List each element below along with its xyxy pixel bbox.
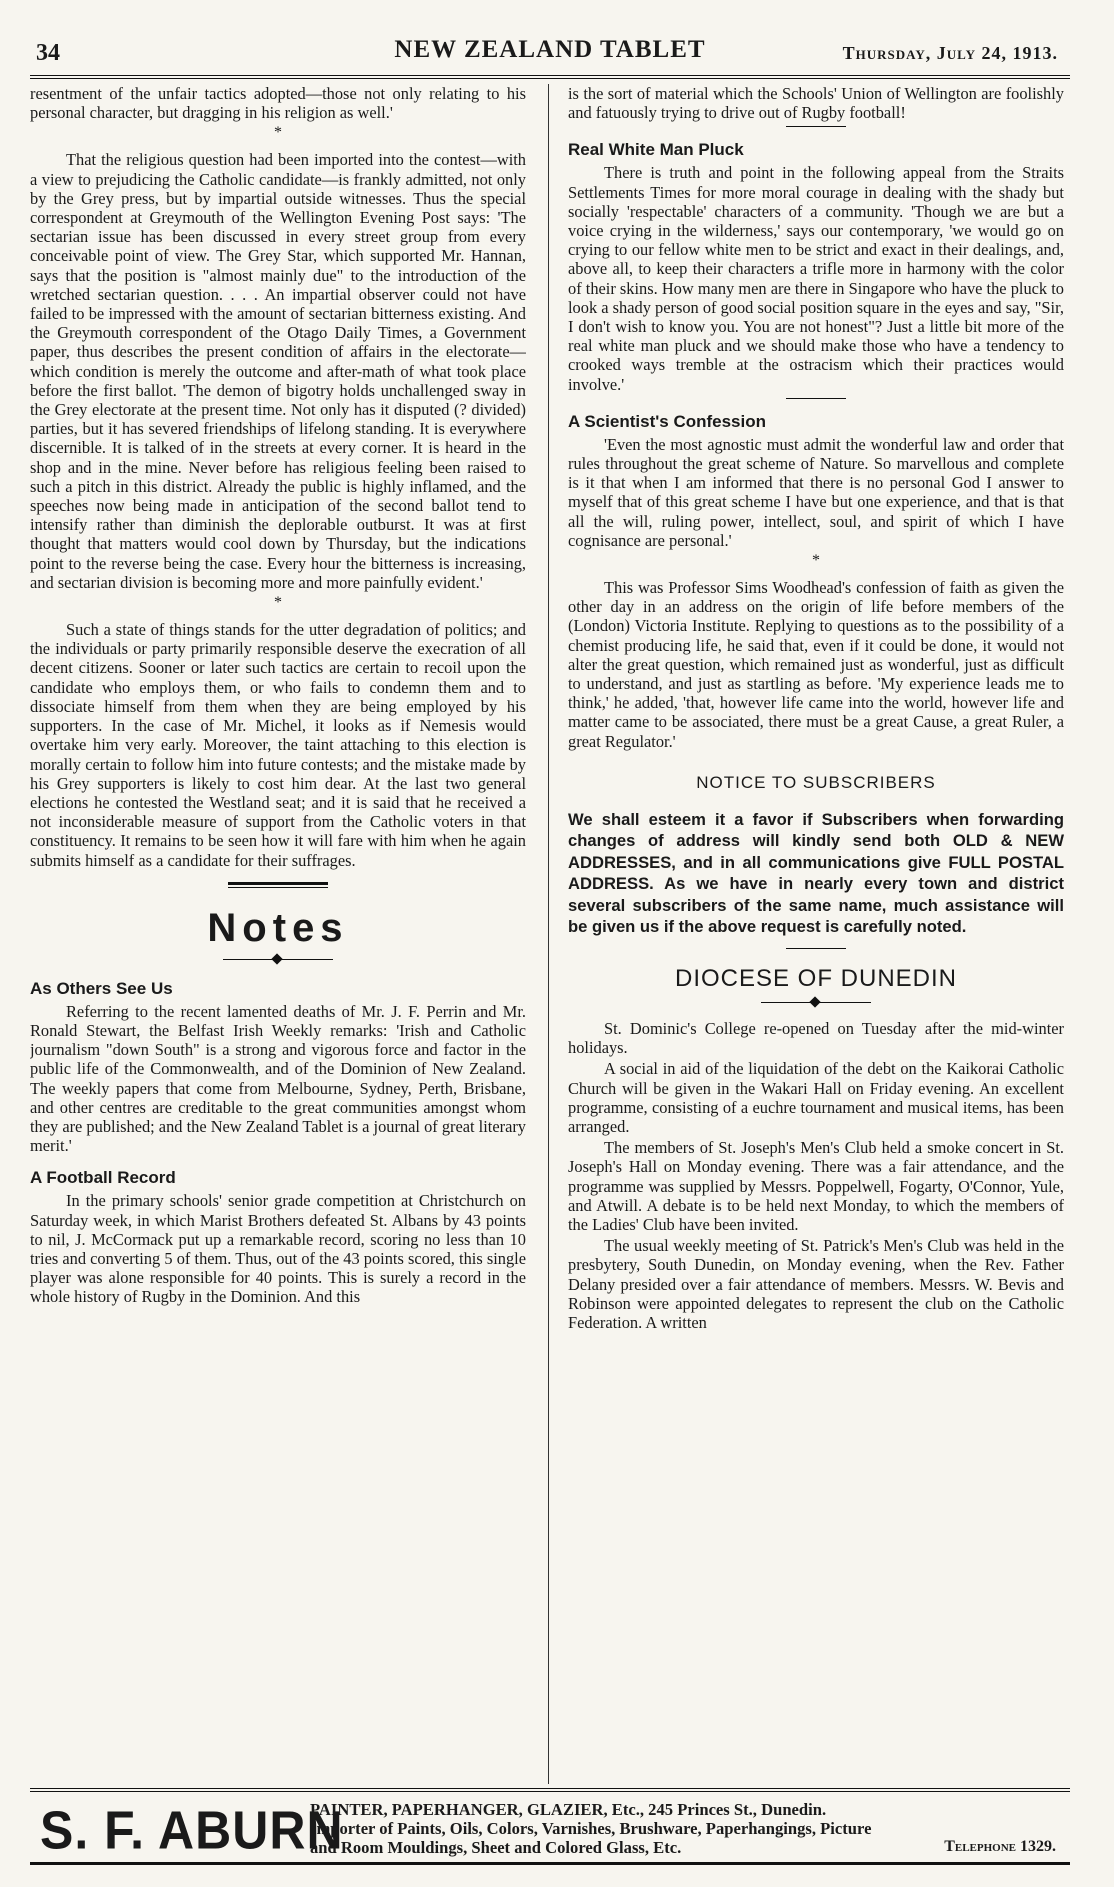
notice-heading: NOTICE TO SUBSCRIBERS [696, 772, 936, 792]
advert-telephone: Telephone 1329. [944, 1838, 1056, 1855]
paragraph: This was Professor Sims Woodhead's confession of faith as given the other day in an address on the origin of life before members of the (London) Victoria Institute. Replying to questions as to the possibility of a chemist producing life, he said that, even if it could be done, it would not alter the great question, which remained just as wonderful, just as difficult to understand, and just as startling as before. 'My experience leads me to think,' he added, 'that, however life came into the world, however life and matter came to be associated, there must be a great Cause, a great Ruler, a great Regulator.' [568, 578, 1064, 751]
short-divider [786, 398, 846, 399]
page-number: 34 [36, 40, 60, 66]
newspaper-title: NEW ZEALAND TABLET [394, 36, 706, 63]
left-column [30, 84, 526, 1784]
column-divider [548, 84, 549, 1784]
section-asterisk: * [274, 594, 282, 612]
paragraph: That the religious question had been imported into the contest—with a view to prejudicing the Catholic candidate—is frankly admitted, not only by the Grey press, but by impartial outside witnesses. Thus the special correspondent at Greymouth of the Wellington Evening Post says: 'The sectarian issue has been discussed in every street group from every conceivable point of view. The Grey Star, which supported Mr. Hannan, says that the position is "almost mainly due" to the introduction of the wretched sectarian question. . . . An impartial observer could not have failed to be impressed with the amount of sectarian bitterness existing. And the Greymouth correspondent of the Otago Daily Times, a Government paper, thus describes the present condition of affairs in the electorate—which condition is merely the outcome and after-math of what took place before the first ballot. 'The demon of bigotry holds unchallenged sway in the Grey electorate at the present time. Not only has it disputed (? divided) parties, but it has severed friendships of lifelong standing. It is everywhere discernible. It is talked of in the streets at every corner. It is heard in the shop and in the mine. Never before has religious feeling been raised to such a pitch in this district. Already the public is highly inflamed, and the speeches now being made in anticipation of the second ballot tend to intensify rather than diminish the deplorable outburst. It was at first thought that matters would cool down by Thursday, but the indications point to the reverse being the case. Every hour the bitterness is increasing, and sectarian division is becoming more and more painfully evident.' [30, 150, 526, 592]
masthead-rule [30, 75, 1070, 79]
section-heading: A Scientist's Confession [568, 411, 767, 431]
notes-rule-thick [228, 882, 328, 885]
section-heading: Real White Man Pluck [568, 140, 744, 160]
notes-heading-block [30, 882, 526, 966]
notice-body: We shall esteem it a favor if Subscribers when forwarding changes of address will kindly send both OLD & NEW ADDRESSES, and in all communications give FULL POSTAL ADDRESS. As we have in nearly every town and district several subscribers of the same name, much assistance will be given us if the above request is carefully noted. [568, 809, 1064, 937]
paragraph: resentment of the unfair tactics adopted—those not only relating to his personal character, but dragging in his religion as well.' [30, 84, 526, 123]
newspaper-page [30, 30, 1070, 1860]
section-asterisk: * [274, 124, 282, 142]
section-heading: As Others See Us [30, 978, 173, 998]
advert-rule-bottom [30, 1862, 1070, 1865]
diocese-heading: DIOCESE OF DUNEDIN [674, 964, 958, 992]
advertiser-name: S. F. ABURN [40, 1800, 344, 1861]
advert-rule-top [30, 1788, 1070, 1792]
paragraph: In the primary schools' senior grade competition at Christchurch on Saturday week, in which Marist Brothers defeated St. Albans by 43 points to nil, J. McCormack put up a remarkable record, scoring no less than 10 tries and converting 5 of them. Thus, out of the 43 points scored, this single player was alone responsible for 40 points. This is surely a record in the whole history of Rugby in the Dominion. And this [30, 1191, 526, 1307]
section-asterisk: * [812, 552, 820, 570]
advert-line: PAINTER, PAPERHANGER, GLAZIER, Etc., 245 Princes St., Dunedin. [310, 1800, 827, 1819]
paragraph: Referring to the recent lamented deaths of Mr. J. F. Perrin and Mr. Ronald Stewart, the Belfast Irish Weekly remarks: 'Irish and Catholic journalism "down South" is a strong and vigorous force and factor in the public life of the Commonwealth, and of the Dominion of New Zealand. The weekly papers that come from Melbourne, Sydney, Perth, Brisbane, and other centres are creditable to the great communities amongst whom they are published; and the New Zealand Tablet is a journal of great literary merit.' [30, 1001, 526, 1156]
short-divider [786, 948, 846, 949]
notes-title: Notes [207, 905, 349, 950]
section-heading: A Football Record [30, 1168, 176, 1188]
short-divider [786, 126, 846, 127]
paragraph: Such a state of things stands for the utter degradation of politics; and the individuals or party primarily responsible deserve the execration of all decent citizens. Sooner or later such tactics are certain to recoil upon the candidate who employs them, or who fails to condemn them and to dissociate himself from them when they are being employed by his supporters. In the case of Mr. Michel, it looks as if Nemesis would overtake him very early. Moreover, the taint attaching to this election is morally certain to follow him into future contests; and the mistake made by his Grey supporters is likely to cost him dear. At the last two general elections he contested the Westland seat; and it is said that he received a not inconsiderable measure of support from the Catholic voters in that constituency. It remains to be seen how it will fare with him when he again submits himself as a candidate for their suffrages. [30, 620, 526, 870]
diamond-divider [223, 954, 333, 966]
paragraph: A social in aid of the liquidation of the debt on the Kaikorai Catholic Church will be given in the Wakari Hall on Friday evening. An excellent programme, consisting of a euchre tournament and musical items, has been arranged. [568, 1059, 1064, 1136]
diamond-divider [761, 997, 871, 1009]
paragraph: is the sort of material which the Schools' Union of Wellington are foolishly and fatuously trying to drive out of Rugby football! [568, 84, 1064, 123]
paragraph: The usual weekly meeting of St. Patrick's Men's Club was held in the presbytery, South Dunedin, on Monday evening, when the Rev. Father Delany presided over a fair attendance of members. Messrs. W. Bevis and Robinson were appointed delegates to represent the club on the Catholic Federation. A written [568, 1236, 1064, 1332]
paragraph: St. Dominic's College re-opened on Tuesday after the mid-winter holidays. [568, 1018, 1064, 1058]
paragraph: 'Even the most agnostic must admit the wonderful law and order that rules throughout the great scheme of Nature. So marvellous and complete is it that when I am informed that there is no personal God I answer to myself that of this great scheme I have but one experience, and that is that all the will, ruling power, intellect, soul, and spirit of which I have cognisance are personal.' [568, 434, 1064, 550]
issue-date: Thursday, July 24, 1913. [842, 43, 1058, 63]
advertisement [30, 1800, 1070, 1861]
advert-line: and Room Mouldings, Sheet and Colored Glass, Etc. [310, 1838, 682, 1857]
paragraph: There is truth and point in the following appeal from the Straits Settlements Times for more moral courage in dealing with the shady but socially 'respectable' characters of a community. 'Though we are but a voice crying in the wilderness,' says our contemporary, 'we would go on crying to our fellow white men to be strict and exact in their dealings, and, above all, to keep their characters a trifle more in harmony with the color of their skins. How many men are there in Singapore who have the pluck to look a shady person of good social position square in the eyes and say, "Sir, I don't wish to know you. You are not honest"? Just a little bit more of the real white man pluck and we should make those who have a tendency to crooked ways tremble at the ostracism which their practices would involve.' [568, 163, 1064, 394]
paragraph: The members of St. Joseph's Men's Club held a smoke concert in St. Joseph's Hall on Monday evening. There was a fair attendance, and the programme was supplied by Messrs. Poppelwell, Fogarty, O'Connor, Yule, and Atwill. A debate is to be held next Monday, to which the members of the Ladies' Club have been invited. [568, 1138, 1064, 1234]
advert-line: Importer of Paints, Oils, Colors, Varnishes, Brushware, Paperhangings, Picture [310, 1819, 872, 1838]
masthead [30, 30, 1070, 70]
notes-rule-thin [228, 887, 328, 888]
right-column [568, 84, 1064, 1784]
